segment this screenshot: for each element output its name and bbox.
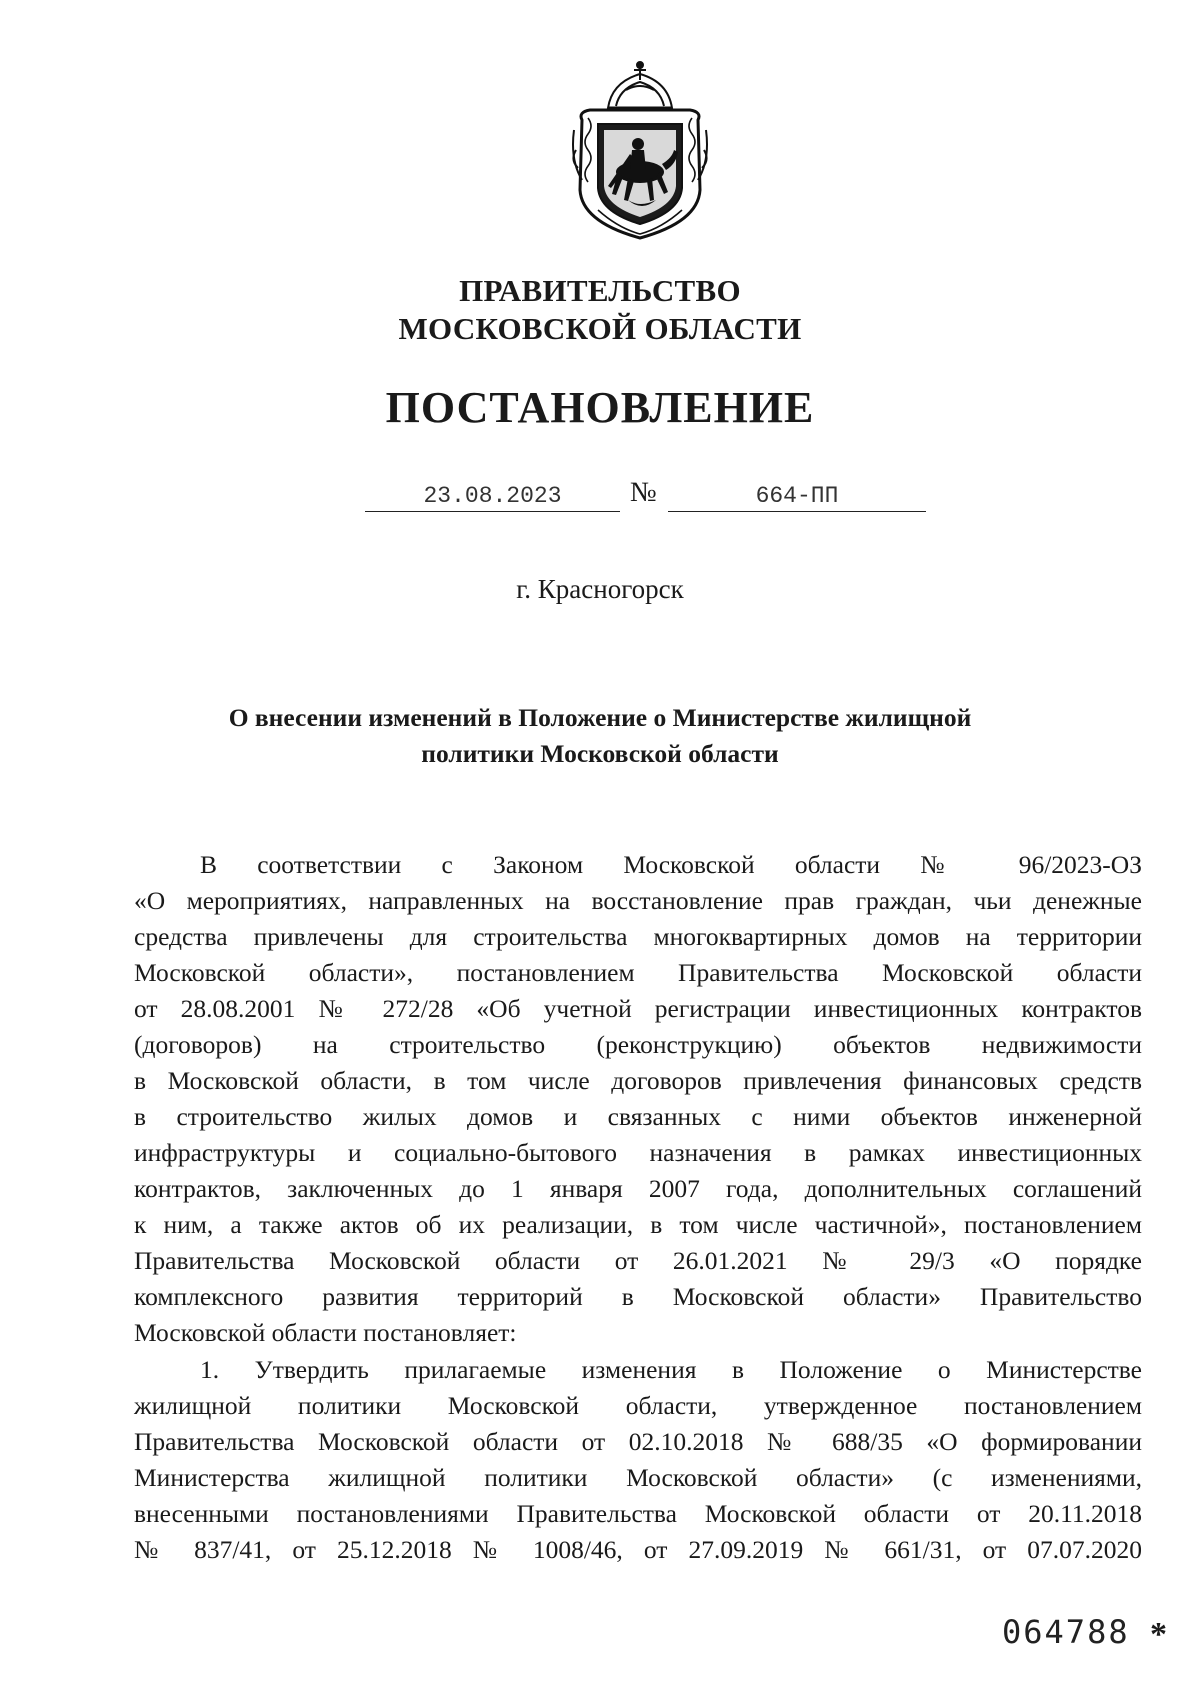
body-line: инфраструктуры и социально-бытового назначения в рамках инвестиционных: [134, 1138, 1142, 1167]
body-line: жилищной политики Московской области, утвержденное постановлением: [134, 1391, 1142, 1420]
body-line: средства привлечены для строительства многоквартирных домов на территории: [134, 922, 1142, 951]
body-line: к ним, а также актов об их реализации, в том числе частичной», постановлением: [134, 1210, 1142, 1239]
organization-name-line-2: МОСКОВСКОЙ ОБЛАСТИ: [398, 311, 802, 346]
serial-number: 064788: [1002, 1613, 1130, 1651]
body-line: «О мероприятиях, направленных на восстановление прав граждан, чьи денежные: [134, 886, 1142, 915]
body-line: № 837/41, от 25.12.2018 № 1008/46, от 27.09.2019 № 661/31, от 07.07.2020: [134, 1535, 1142, 1564]
body-line: (договоров) на строительство (реконструкцию) объектов недвижимости: [134, 1030, 1142, 1059]
body-line: комплексного развития территорий в Московской области» Правительство: [134, 1282, 1142, 1311]
coat-of-arms-emblem: [568, 60, 713, 242]
body-line: Московской области постановляет:: [134, 1318, 517, 1347]
body-line: Министерства жилищной политики Московской области» (с изменениями,: [134, 1463, 1142, 1492]
city-of-issue: г. Красногорск: [516, 574, 684, 604]
body-line: Правительства Московской области от 26.01.2021 № 29/3 «О порядке: [134, 1246, 1142, 1275]
number-sign: №: [630, 477, 657, 508]
asterisk-mark: *: [1150, 1616, 1167, 1653]
body-line: в строительство жилых домов и связанных с ними объектов инженерной: [134, 1102, 1142, 1131]
body-line: от 28.08.2001 № 272/28 «Об учетной регистрации инвестиционных контрактов: [134, 994, 1142, 1023]
title-line-2: политики Московской области: [421, 739, 779, 768]
body-line: в Московской области, в том числе договоров привлечения финансовых средств: [134, 1066, 1142, 1095]
body-line: 1. Утвердить прилагаемые изменения в Положение о Министерстве: [200, 1355, 1142, 1384]
body-line: Правительства Московской области от 02.10.2018 № 688/35 «О формировании: [134, 1427, 1142, 1456]
organization-name-line-1: ПРАВИТЕЛЬСТВО: [459, 273, 741, 308]
body-line: Московской области», постановлением Правительства Московской области: [134, 958, 1142, 987]
registration-line: [0, 478, 1200, 512]
document-number: 664-ПП: [755, 483, 839, 509]
body-line: контрактов, заключенных до 1 января 2007 года, дополнительных соглашений: [134, 1174, 1142, 1203]
document-title: [0, 700, 1200, 772]
date-field: [365, 477, 620, 512]
document-date: 23.08.2023: [423, 483, 562, 509]
body-line: внесенными постановлениями Правительства Московской области от 20.11.2018: [134, 1499, 1142, 1528]
title-line-1: О внесении изменений в Положение о Министерстве жилищной: [228, 703, 972, 732]
body-line: В соответствии с Законом Московской области № 96/2023-ОЗ: [200, 850, 1142, 879]
document-type-heading: ПОСТАНОВЛЕНИЕ: [385, 383, 815, 432]
number-field: [668, 477, 926, 512]
